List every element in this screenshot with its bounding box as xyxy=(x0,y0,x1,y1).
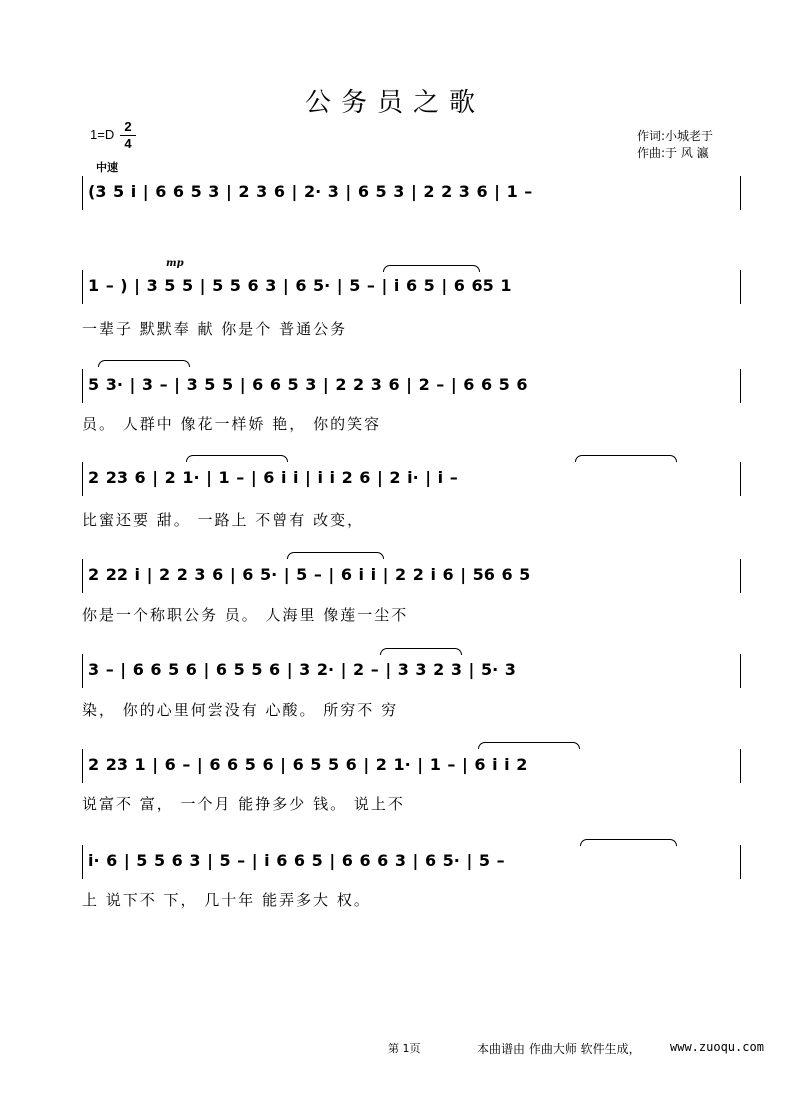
composer-credit: 作曲:于 风 瀛 xyxy=(637,146,709,160)
time-signature xyxy=(120,119,136,152)
slur-mark xyxy=(478,742,580,749)
software-credit: 本曲谱由 作曲大师 软件生成， xyxy=(477,1042,641,1056)
notation-line-5: 2 22 i | 2 2 3 6 | 6 5· | 5 – | 6 i i | 2 2 i 6 | 56 6 5 xyxy=(88,565,531,584)
system-start-barline xyxy=(82,176,83,210)
system-start-barline xyxy=(82,749,83,783)
lyrics-line-5: 你是一个称职公务 员。 人海里 像莲一尘不 xyxy=(82,606,409,624)
slur-mark xyxy=(383,265,480,272)
slur-mark xyxy=(575,455,677,462)
system-start-barline xyxy=(82,270,83,304)
notation-line-6: 3 – | 6 6 5 6 | 6 5 5 6 | 3 2· | 2 – | 3 3 2 3 | 5· 3 xyxy=(88,660,516,679)
website-url: www.zuoqu.com xyxy=(670,1040,764,1054)
notation-line-4: 2 23 6 | 2 1· | 1 – | 6 i i | i i 2 6 | 2 i· | i – xyxy=(88,468,458,487)
system-start-barline xyxy=(82,845,83,879)
system-end-barline xyxy=(740,176,741,210)
lyrics-line-3: 员。 人群中 像花一样娇 艳， 你的笑容 xyxy=(82,415,382,433)
system-start-barline xyxy=(82,369,83,403)
system-end-barline xyxy=(740,462,741,496)
dynamics-marking: mp xyxy=(166,258,184,269)
slur-mark xyxy=(580,839,677,846)
system-start-barline xyxy=(82,559,83,593)
key-signature: 1=D xyxy=(90,127,115,142)
system-end-barline xyxy=(740,654,741,688)
lyrics-line-8: 上 说下不 下， 几十年 能弄多大 权。 xyxy=(82,891,371,909)
notation-line-7: 2 23 1 | 6 – | 6 6 5 6 | 6 5 5 6 | 2 1· | 1 – | 6 i i 2 xyxy=(88,755,528,774)
notation-line-1: (3 5 i | 6 6 5 3 | 2 3 6 | 2· 3 | 6 5 3 | 2 2 3 6 | 1 – xyxy=(88,182,533,201)
lyricist-credit: 作词:小城老于 xyxy=(637,129,714,143)
lyrics-line-2: 一辈子 默默奉 献 你是个 普通公务 xyxy=(82,320,348,338)
notation-line-3: 5 3· | 3 – | 3 5 5 | 6 6 5 3 | 2 2 3 6 | 2 – | 6 6 5 6 xyxy=(88,375,528,394)
slur-mark xyxy=(98,360,190,367)
lyrics-line-7: 说富不 富， 一个月 能挣多少 钱。 说上不 xyxy=(82,795,405,813)
time-signature-bottom: 4 xyxy=(120,135,136,152)
lyrics-line-4: 比蜜还要 甜。 一路上 不曾有 改变， xyxy=(82,511,365,529)
page-number: 第 1页 xyxy=(388,1042,421,1055)
slur-mark xyxy=(380,648,462,655)
time-signature-top: 2 xyxy=(124,119,132,134)
system-end-barline xyxy=(740,845,741,879)
slur-mark xyxy=(287,552,384,559)
song-title: 公务员之歌 xyxy=(304,88,485,118)
notation-line-2: 1 – ) | 3 5 5 | 5 5 6 3 | 6 5· | 5 – | i 6 5 | 6 65 1 xyxy=(88,276,512,295)
slur-mark xyxy=(186,455,288,462)
system-end-barline xyxy=(740,559,741,593)
system-start-barline xyxy=(82,654,83,688)
system-end-barline xyxy=(740,369,741,403)
tempo-marking: 中速 xyxy=(96,161,118,174)
system-end-barline xyxy=(740,270,741,304)
notation-line-8: i· 6 | 5 5 6 3 | 5 – | i 6 6 5 | 6 6 6 3 | 6 5· | 5 – xyxy=(88,851,505,870)
system-start-barline xyxy=(82,462,83,496)
lyrics-line-6: 染， 你的心里何尝没有 心酸。 所穷不 穷 xyxy=(82,701,399,719)
system-end-barline xyxy=(740,749,741,783)
